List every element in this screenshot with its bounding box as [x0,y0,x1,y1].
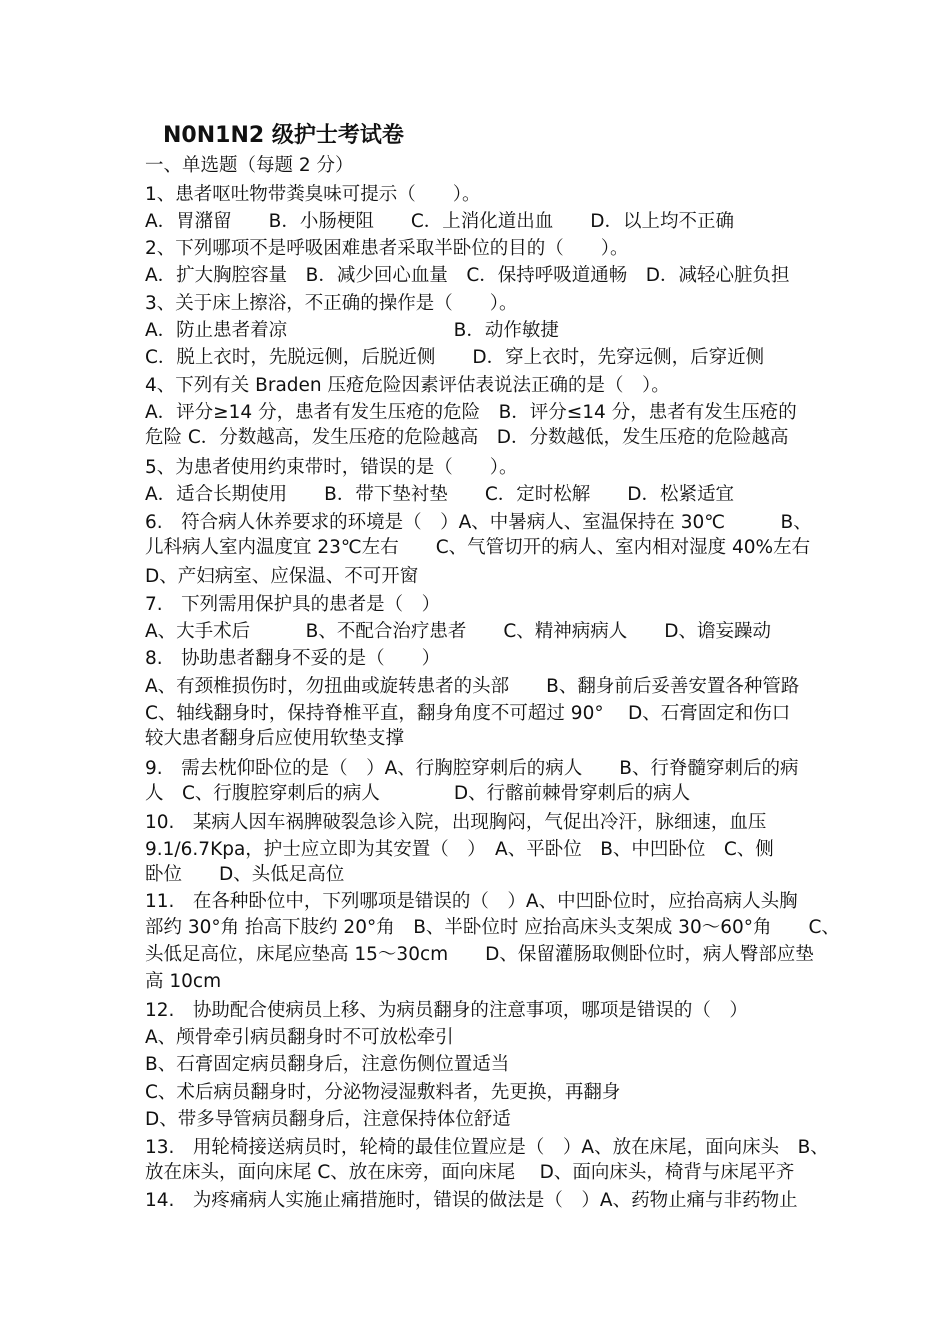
text-line: 14. 为疼痛病人实施止痛措施时，错误的做法是（ ）A、药物止痛与非药物止 [145,1190,798,1211]
text-line: A．胃潴留 B．小肠梗阻 C．上消化道出血 D．以上均不正确 [145,211,735,232]
text-line: 4、下列有关 Braden 压疮危险因素评估表说法正确的是（ ）。 [145,375,670,396]
text-line: 高 10cm [145,971,222,992]
text-line: A、大手术后 B、不配合治疗患者 C、精神病病人 D、谵妄躁动 [145,621,772,642]
text-line: 一、单选题（每题 2 分） [145,155,354,176]
text-line: 11. 在各种卧位中，下列哪项是错误的（ ）A、中凹卧位时，应抬高病人头胸 [145,891,798,912]
text-line: 较大患者翻身后应使用软垫支撑 [145,728,405,749]
text-line: 1、患者呕吐物带粪臭味可提示（ ）。 [145,184,481,205]
text-line: 12. 协助配合使病员上移、为病员翻身的注意事项，哪项是错误的（ ） [145,1000,748,1021]
text-line: D、带多导管病员翻身后，注意保持体位舒适 [145,1109,511,1130]
text-line: 10. 某病人因车祸脾破裂急诊入院，出现胸闷，气促出冷汗，脉细速，血压 [145,812,767,833]
text-line: 儿科病人室内温度宜 23℃左右 C、气管切开的病人、室内相对湿度 40%左右 [145,537,811,558]
text-line: A．扩大胸腔容量 B．减少回心血量 C．保持呼吸道通畅 D．减轻心脏负担 [145,265,790,286]
text-line: 9.1/6.7Kpa，护士应立即为其安置（ ） A、平卧位 B、中凹卧位 C、侧 [145,839,774,860]
text-line: A、颅骨牵引病员翻身时不可放松牵引 [145,1027,454,1048]
text-line: C．脱上衣时，先脱远侧，后脱近侧 D．穿上衣时，先穿远侧，后穿近侧 [145,347,765,368]
text-line: B、石膏固定病员翻身后，注意伤侧位置适当 [145,1054,510,1075]
text-line: 9. 需去枕仰卧位的是（ ）A、行胸腔穿刺后的病人 B、行脊髓穿刺后的病 [145,758,799,779]
text-line: A．评分≥14 分，患者有发生压疮的危险 B．评分≤14 分，患者有发生压疮的 [145,402,797,423]
text-line: A．防止患者着凉 B．动作敏捷 [145,320,559,341]
text-line: C、术后病员翻身时，分泌物浸湿敷料者，先更换，再翻身 [145,1082,621,1103]
text-line: C、轴线翻身时，保持脊椎平直，翻身角度不可超过 90° D、石膏固定和伤口 [145,703,791,724]
text-line: 人 C、行腹腔穿刺后的病人 D、行髂前棘骨穿刺后的病人 [145,783,691,804]
text-line: D、产妇病室、应保温、不可开窗 [145,566,419,587]
text-line: 5、为患者使用约束带时，错误的是（ ）。 [145,457,518,478]
text-line: 8. 协助患者翻身不妥的是（ ） [145,648,441,669]
text-line: 3、关于床上擦浴，不正确的操作是（ ）。 [145,293,518,314]
text-line: 6. 符合病人休养要求的环境是（ ）A、中暑病人、室温保持在 30℃ B、 [145,512,812,533]
text-line: 13. 用轮椅接送病员时，轮椅的最佳位置应是（ ）A、放在床尾，面向床头 B、 [145,1137,829,1158]
text-line: A．适合长期使用 B．带下垫衬垫 C．定时松解 D．松紧适宜 [145,484,735,505]
text-line: 7. 下列需用保护具的患者是（ ） [145,594,441,615]
text-line: 放在床头，面向床尾 C、放在床旁，面向床尾 D、面向床头，椅背与床尾平齐 [145,1162,795,1183]
text-line: 危险 C．分数越高，发生压疮的危险越高 D．分数越低，发生压疮的危险越高 [145,427,789,448]
text-line: 卧位 D、头低足高位 [145,864,345,885]
text-line: 头低足高位，床尾应垫高 15～30cm D、保留灌肠取侧卧位时，病人臀部应垫 [145,944,814,965]
text-line: A、有颈椎损伤时，勿扭曲或旋转患者的头部 B、翻身前后妥善安置各种管路 [145,676,800,697]
text-line: 部约 30°角 抬高下肢约 20°角 B、半卧位时 应抬高床头支架成 30～60°角 C、 [145,917,840,938]
page-title: N0N1N2 级护士考试卷 [163,123,404,148]
text-line: 2、下列哪项不是呼吸困难患者采取半卧位的目的（ ）。 [145,238,629,259]
